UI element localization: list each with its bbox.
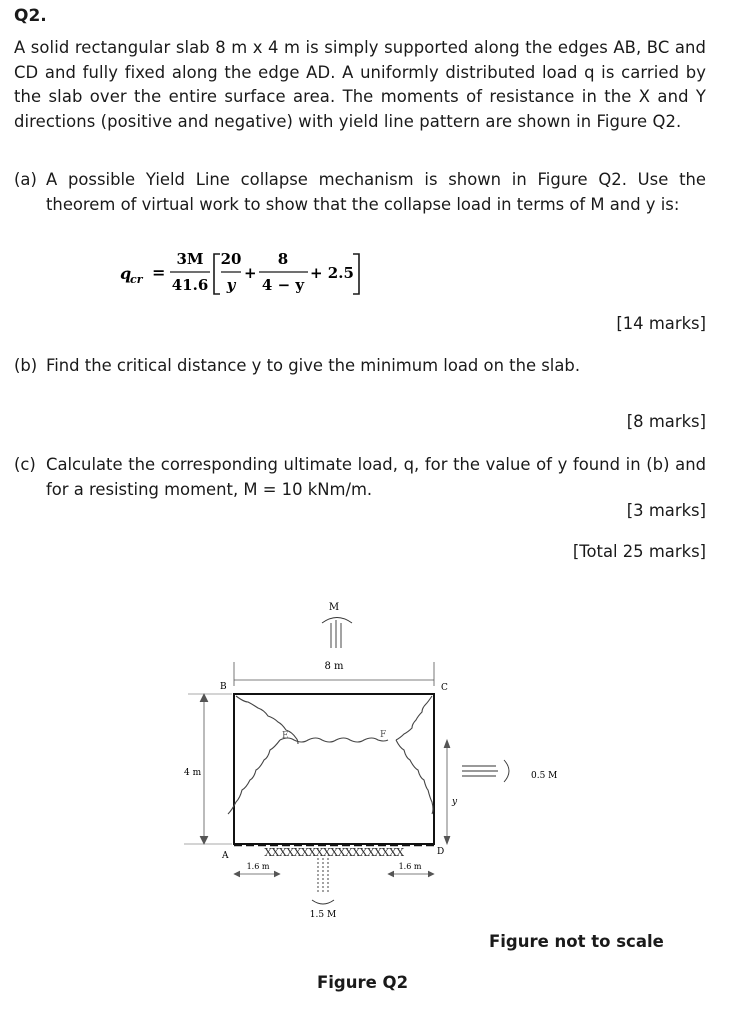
formula-frac1-denominator: y — [226, 276, 236, 294]
collapse-load-formula — [120, 246, 380, 302]
part-a — [14, 168, 706, 217]
yield-line-b-e — [236, 696, 298, 744]
part-b-label: (b) — [14, 356, 38, 375]
corner-c-label: C — [441, 683, 448, 693]
right-offset-label: 1.6 m — [398, 862, 422, 871]
part-c-label: (c) — [14, 455, 36, 474]
bottom-moment-label: 1.5 M — [309, 910, 337, 920]
top-moment-label: M — [328, 602, 340, 613]
question-number: Q2. — [14, 6, 47, 26]
yield-line-e-a — [228, 740, 280, 814]
slab-outline — [234, 694, 434, 844]
formula-lhs-subscript: cr — [130, 273, 143, 286]
corner-b-label: B — [220, 682, 227, 692]
formula-coef-denominator: 41.6 — [171, 276, 209, 294]
right-moment-label: 0.5 M — [531, 771, 558, 781]
formula-left-bracket — [214, 254, 220, 294]
corner-d-label: D — [437, 847, 445, 857]
corner-a-label: A — [222, 851, 229, 861]
part-a-marks: [14 marks] — [616, 314, 706, 333]
width-dimension-label: 8 m — [324, 661, 344, 672]
top-moment-arrow — [322, 618, 352, 624]
formula-plus: + — [244, 264, 257, 282]
total-marks: [Total 25 marks] — [572, 542, 706, 561]
part-a-text: A possible Yield Line collapse mechanism is shown in Figure Q2. Use the theorem of virtual work to show that the collapse load in terms of M and y is: — [46, 170, 706, 214]
point-e-label: E — [282, 731, 289, 741]
part-a-label: (a) — [14, 170, 37, 189]
formula-lhs: q — [120, 264, 132, 283]
formula-frac1-numerator: 20 — [220, 250, 242, 268]
formula-equals: = — [152, 263, 166, 282]
figure-caption: Figure Q2 — [317, 973, 409, 992]
part-c-marks: [3 marks] — [626, 501, 706, 520]
point-f-label: F — [380, 730, 387, 740]
part-b — [14, 354, 624, 379]
formula-tail: + 2.5 — [310, 264, 354, 282]
part-c — [14, 453, 706, 502]
question-intro: A solid rectangular slab 8 m x 4 m is simply supported along the edges AB, BC and CD and fully fixed along the edge AD. A uniformly distributed load q is carried by the slab over the entire surface area. The moments of resistance in the X and Y directions (positive and negative) with yield line pattern are shown in Figure Q2. — [14, 38, 706, 131]
yield-line-f-d — [396, 740, 433, 814]
part-b-text: Find the critical distance y to give the minimum load on the slab. — [46, 356, 581, 375]
formula-right-bracket — [353, 254, 359, 294]
part-b-marks: [8 marks] — [626, 412, 706, 431]
y-dimension-label: y — [452, 797, 458, 807]
yield-line-c-f — [396, 696, 432, 740]
left-offset-label: 1.6 m — [246, 862, 270, 871]
yield-line-figure — [0, 590, 730, 940]
figure-scale-note: Figure not to scale — [489, 932, 664, 951]
formula-frac2-denominator: 4 − y — [261, 276, 305, 294]
height-dimension-label: 4 m — [184, 768, 202, 778]
formula-frac2-numerator: 8 — [277, 250, 289, 268]
part-c-text: Calculate the corresponding ultimate load, q, for the value of y found in (b) and for a resisting moment, M = 10 kNm/m. — [46, 455, 706, 499]
fixed-edge-hatching: XXXXXXXXXXXXXXXXXXX — [264, 846, 404, 859]
formula-coef-numerator: 3M — [176, 250, 204, 268]
